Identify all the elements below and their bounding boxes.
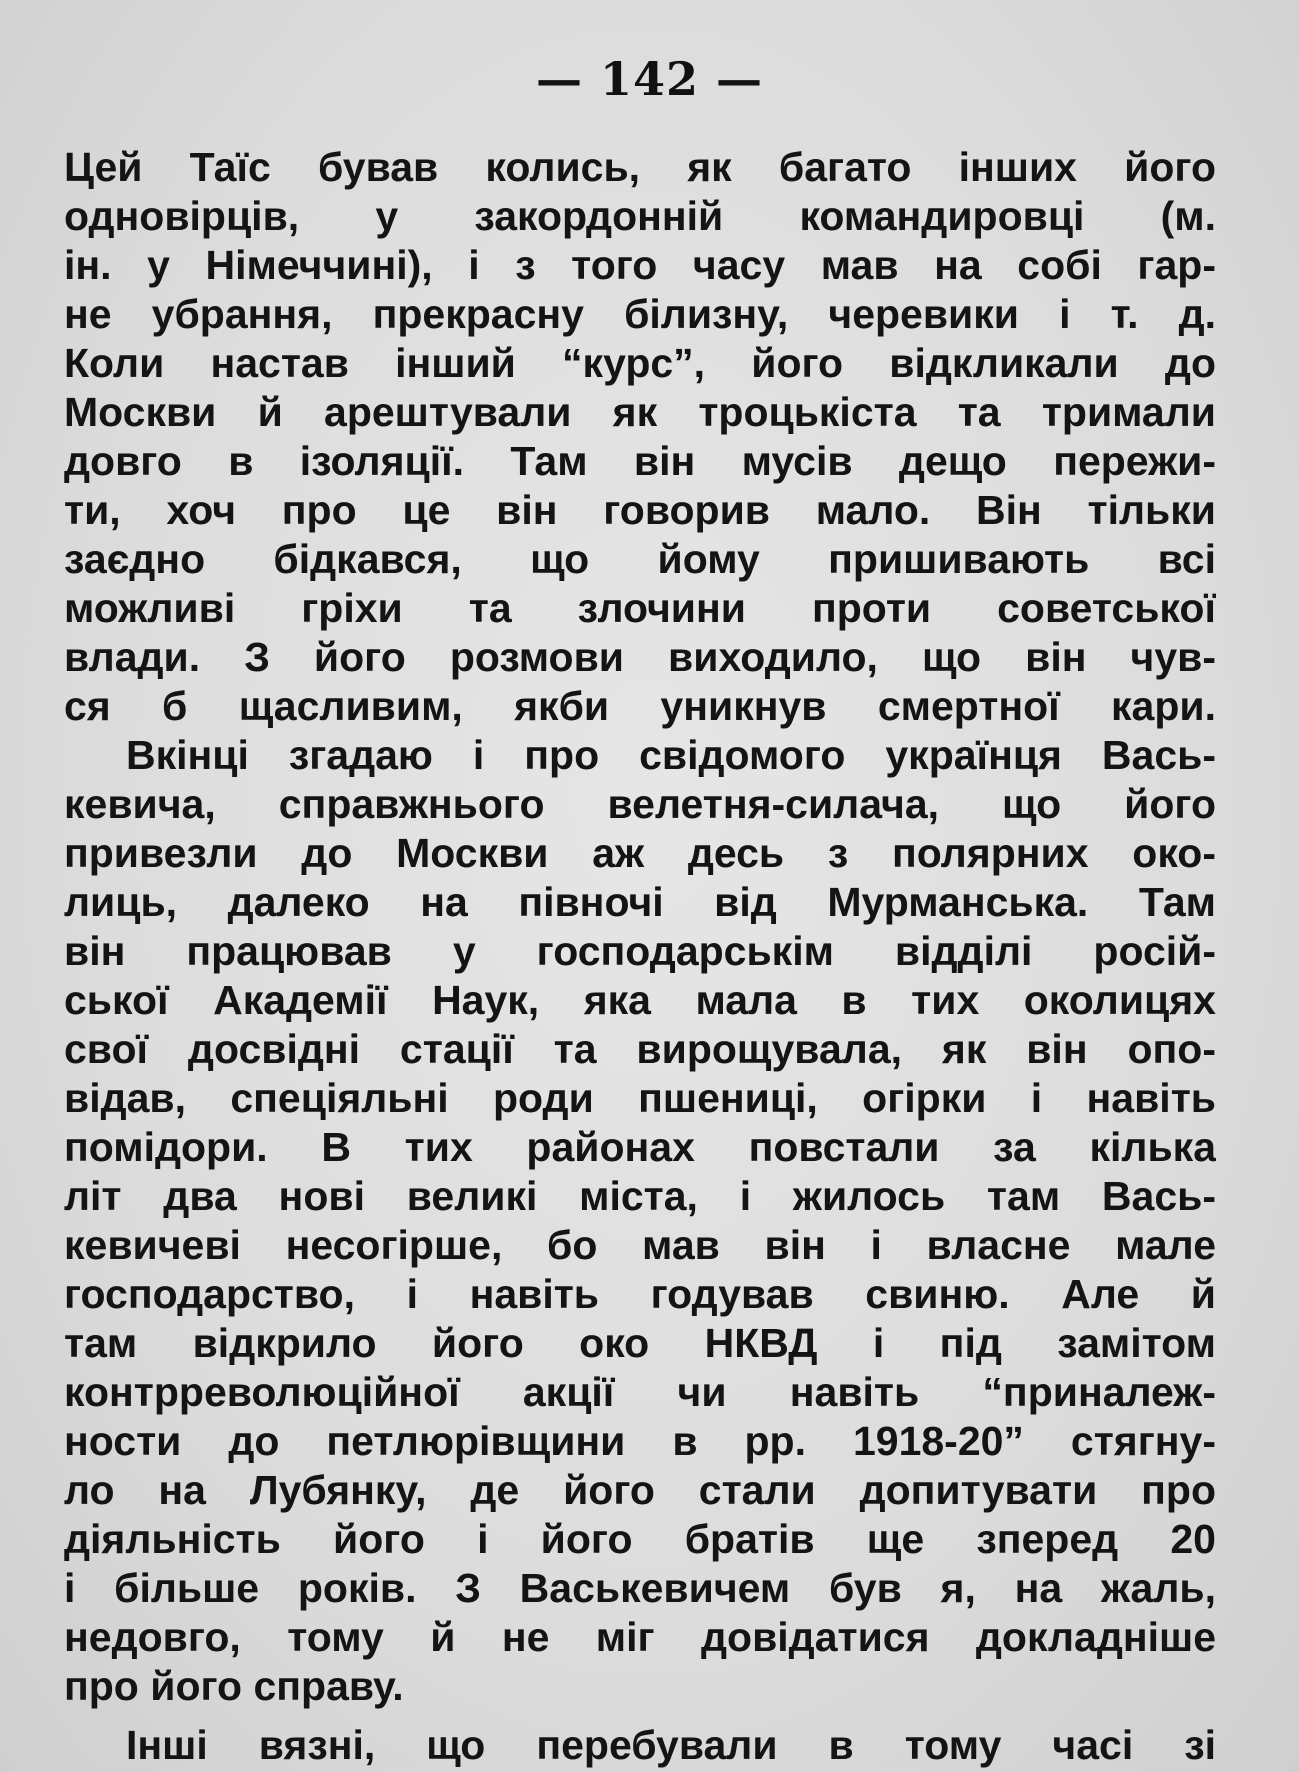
text-line: свої досвідні стації та вирощувала, як він опо- <box>64 1026 1216 1072</box>
text-line: про його справу. <box>64 1663 404 1709</box>
paragraph <box>64 143 1216 731</box>
text-line: влади. З його розмови виходило, що він чув- <box>64 634 1216 680</box>
text-line: і більше років. З Васькевичем був я, на жаль, <box>64 1565 1216 1611</box>
paragraph <box>64 1721 1216 1770</box>
paragraph <box>64 731 1216 1711</box>
text-line: господарство, і навіть годував свиню. Але й <box>64 1271 1216 1317</box>
text-line: Інші вязні, що перебували в тому часі зі <box>126 1722 1216 1768</box>
page-number: — 142 — <box>535 52 764 106</box>
text-line: кевича, справжнього велетня-силача, що його <box>64 781 1216 827</box>
body-text <box>64 143 1216 1770</box>
text-line: лиць, далеко на півночі від Мурманська. Там <box>64 879 1216 925</box>
text-line: довго в ізоляції. Там він мусів дещо пережи- <box>64 438 1216 484</box>
text-line: літ два нові великі міста, і жилось там Вась- <box>64 1173 1216 1219</box>
text-line: недовго, тому й не міг довідатися докладніше <box>64 1614 1216 1660</box>
text-line: він працював у господарськім відділі росій- <box>64 928 1216 974</box>
text-line: відав, спеціяльні роди пшениці, огірки і навіть <box>64 1075 1216 1121</box>
text-line: Коли настав інший “курс”, його відкликали до <box>64 340 1216 386</box>
text-line: Москви й арештували як троцькіста та тримали <box>64 389 1216 435</box>
text-line: помідори. В тих районах повстали за кілька <box>64 1124 1216 1170</box>
text-line: заєдно бідкався, що йому пришивають всі <box>64 536 1216 582</box>
text-line: ся б щасливим, якби уникнув смертної кари. <box>64 683 1216 729</box>
text-line: Вкінці згадаю і про свідомого українця Вась- <box>126 732 1216 778</box>
text-line: там відкрило його око НКВД і під замітом <box>64 1320 1216 1366</box>
text-line: ности до петлюрівщини в рр. 1918-20” стягну- <box>64 1418 1216 1464</box>
text-line: контрреволюційної акції чи навіть “приналеж- <box>64 1369 1216 1415</box>
text-line: ської Академії Наук, яка мала в тих околицях <box>64 977 1216 1023</box>
text-line: одновірців, у закордонній командировці (м. <box>64 193 1216 239</box>
text-line: ти, хоч про це він говорив мало. Він тільки <box>64 487 1216 533</box>
text-line: привезли до Москви аж десь з полярних око- <box>64 830 1216 876</box>
text-line: можливі гріхи та злочини проти советської <box>64 585 1216 631</box>
text-line: кевичеві несогірше, бо мав він і власне мале <box>64 1222 1216 1268</box>
text-line: ло на Лубянку, де його стали допитувати про <box>64 1467 1216 1513</box>
text-line: не убрання, прекрасну білизну, черевики і т. д. <box>64 291 1216 337</box>
text-line: Цей Таїс бував колись, як багато інших його <box>64 144 1216 190</box>
text-line: ін. у Німеччині), і з того часу мав на собі гар- <box>64 242 1216 288</box>
text-line: діяльність його і його братів ще зперед 20 <box>64 1516 1216 1562</box>
